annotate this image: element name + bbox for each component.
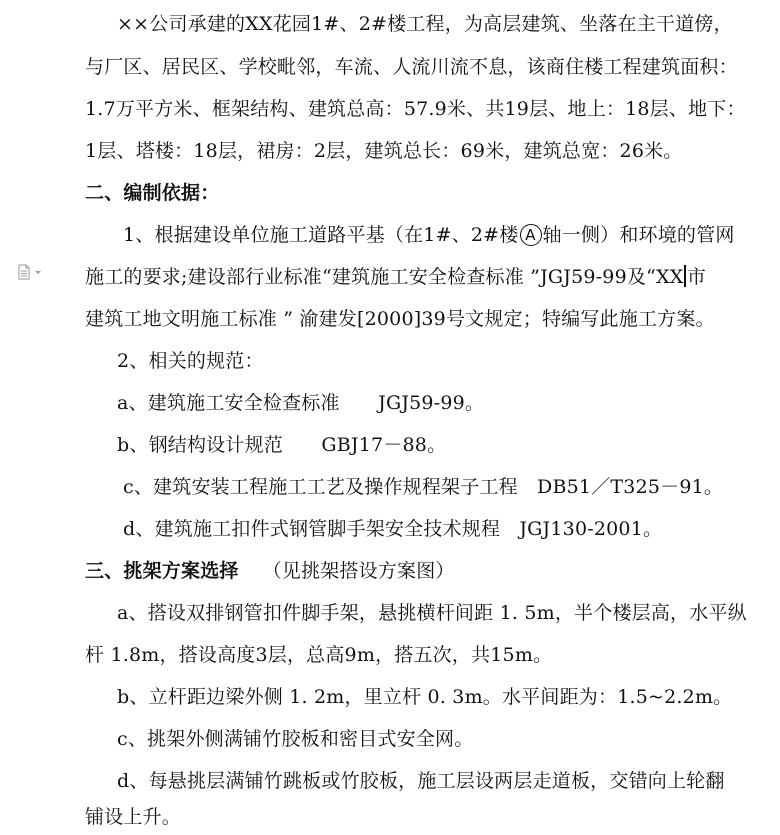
section-heading [85, 558, 455, 584]
paragraph-line [123, 222, 735, 248]
paragraph-line: d、每悬挑层满铺竹跳板或竹胶板，施工层设两层走道板，交错向上轮翻 [117, 770, 725, 792]
text-segment: 轴一侧）和环境的管网 [542, 224, 735, 246]
text-segment: 1、根据建设单位施工道路平基（在1#、2#楼 [123, 224, 519, 246]
paragraph-line: 杆 1.8m，搭设高度3层，总高9m，搭五次，共15m。 [85, 644, 553, 666]
text-segment: 施工的要求;建设部行业标准“建筑施工安全检查标准 ”JGJ59-99及“XX [85, 266, 684, 288]
section-heading-note: （见挑架搭设方案图） [262, 560, 455, 582]
paragraph-line: c、挑架外侧满铺竹胶板和密目式安全网。 [117, 728, 474, 750]
paragraph-marker-icon[interactable] [16, 264, 46, 280]
subheading: 2、相关的规范： [117, 350, 264, 372]
paragraph-line: a、搭设双排钢管扣件脚手架，悬挑横杆间距 1. 5m，半个楼层高，水平纵 [117, 602, 747, 624]
list-item: d、建筑施工扣件式钢管脚手架安全技术规程 JGJ130-2001。 [123, 518, 663, 540]
list-item: a、建筑施工安全检查标准 JGJ59-99。 [117, 392, 485, 414]
paragraph-line: 建筑工地文明施工标准 ” 渝建发[2000]39号文规定；特编写此施工方案。 [85, 308, 715, 330]
paragraph-line: 1.7万平方米、框架结构、建筑总高：57.9米、共19层、地上：18层、地下： [85, 98, 746, 120]
list-item: c、建筑安装工程施工工艺及操作规程架子工程 DB51／T325－91。 [123, 476, 724, 498]
list-item: b、钢结构设计规范 GBJ17－88。 [117, 434, 447, 456]
axis-label-circle: A [520, 224, 542, 246]
text-segment: 市 [686, 266, 707, 288]
paragraph-line [85, 264, 706, 290]
paragraph-line: b、立杆距边梁外侧 1. 2m，里立杆 0. 3m。水平间距为：1.5~2.2m。 [117, 686, 733, 708]
section-heading-title: 三、挑架方案选择 [85, 560, 239, 582]
text-cursor [684, 265, 686, 287]
paragraph-line: 与厂区、居民区、学校毗邻，车流、人流川流不息，该商住楼工程建筑面积： [85, 56, 738, 78]
paragraph-line: ××公司承建的XX花园1#、2#楼工程，为高层建筑、坐落在主干道傍， [117, 13, 733, 35]
paragraph-line: 1层、塔楼：18层，裙房：2层，建筑总长：69米，建筑总宽：26米。 [85, 140, 683, 162]
section-heading: 二、编制依据： [85, 182, 220, 204]
paragraph-line: 铺设上升。 [85, 806, 182, 828]
